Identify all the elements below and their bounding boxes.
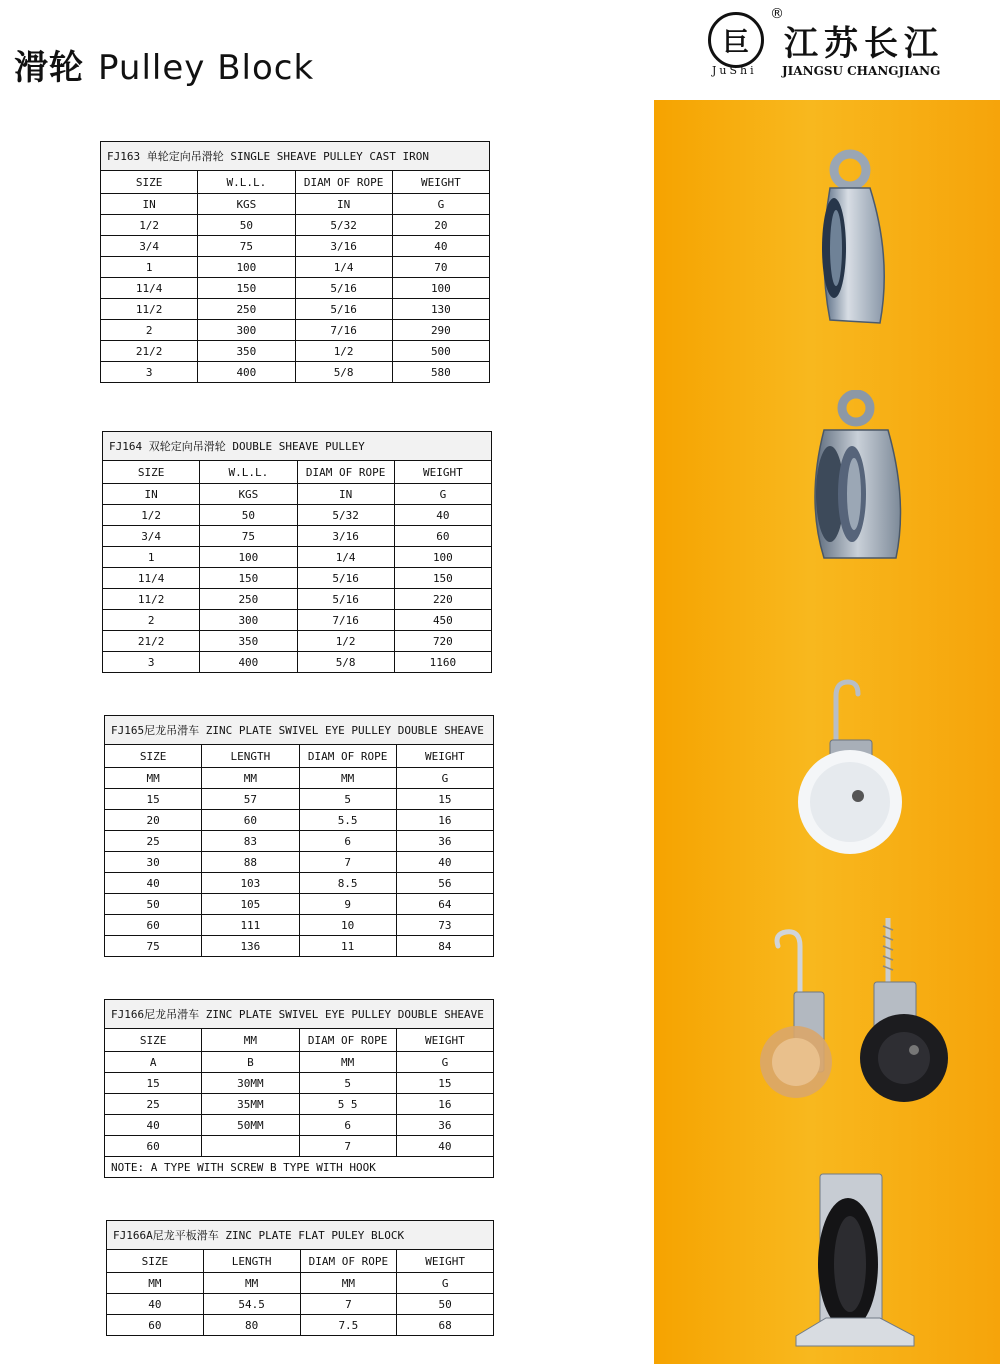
table-cell: 88 <box>202 852 299 873</box>
table-cell: 40 <box>392 236 489 257</box>
table-cell: 300 <box>200 610 297 631</box>
table-cell: 11/4 <box>103 568 200 589</box>
table-cell <box>202 1136 299 1157</box>
spec-table-fj165 <box>104 715 494 957</box>
table-cell: 290 <box>392 320 489 341</box>
table-cell: 250 <box>198 299 295 320</box>
table-cell: 150 <box>394 568 491 589</box>
table-cell: 5 <box>299 789 396 810</box>
table-cell: 130 <box>392 299 489 320</box>
table-cell: 80 <box>203 1315 300 1336</box>
column-header: LENGTH <box>203 1250 300 1273</box>
table-cell: 50MM <box>202 1115 299 1136</box>
table-cell: 11/4 <box>101 278 198 299</box>
table-cell: 350 <box>200 631 297 652</box>
unit-row <box>105 768 494 789</box>
page-title-en: Pulley Block <box>98 48 315 88</box>
table-cell: 150 <box>198 278 295 299</box>
unit-cell: KGS <box>200 484 297 505</box>
table-cell: 40 <box>396 852 493 873</box>
table-cell: 50 <box>397 1294 494 1315</box>
unit-cell: IN <box>101 194 198 215</box>
table-cell: 10 <box>299 915 396 936</box>
table-cell: 6 <box>299 1115 396 1136</box>
table-cell: 8.5 <box>299 873 396 894</box>
table-note: NOTE: A TYPE WITH SCREW B TYPE WITH HOOK <box>105 1157 494 1178</box>
table-cell: 100 <box>198 257 295 278</box>
table-row <box>101 299 490 320</box>
table-row <box>105 1115 494 1136</box>
column-header: SIZE <box>105 745 202 768</box>
page-title-cn: 滑轮 <box>14 48 84 88</box>
table-cell: 15 <box>105 789 202 810</box>
table-cell: 111 <box>202 915 299 936</box>
unit-cell: G <box>394 484 491 505</box>
registered-mark: ® <box>770 6 784 22</box>
table-row <box>101 341 490 362</box>
table-cell: 500 <box>392 341 489 362</box>
table-cell: 30MM <box>202 1073 299 1094</box>
unit-cell: MM <box>203 1273 300 1294</box>
unit-row <box>105 1052 494 1073</box>
table-cell: 100 <box>200 547 297 568</box>
table-cell: 40 <box>107 1294 204 1315</box>
table-cell: 7 <box>299 1136 396 1157</box>
table-row <box>105 936 494 957</box>
table-cell: 103 <box>202 873 299 894</box>
unit-cell: G <box>396 768 493 789</box>
table-cell: 16 <box>396 1094 493 1115</box>
table-cell: 3/16 <box>295 236 392 257</box>
table-row <box>101 257 490 278</box>
table-cell: 75 <box>105 936 202 957</box>
table-cell: 3 <box>103 652 200 673</box>
table-cell: 50 <box>200 505 297 526</box>
table-cell: 60 <box>105 1136 202 1157</box>
table-cell: 15 <box>396 789 493 810</box>
table-caption: FJ164 双轮定向吊滑轮 DOUBLE SHEAVE PULLEY <box>103 432 492 461</box>
table-cell: 1/2 <box>297 631 394 652</box>
table-cell: 35MM <box>202 1094 299 1115</box>
table-cell: 400 <box>198 362 295 383</box>
table-caption: FJ166A尼龙平板滑车 ZINC PLATE FLAT PULEY BLOCK <box>107 1221 494 1250</box>
table-row <box>103 505 492 526</box>
table-row <box>105 1136 494 1157</box>
table-cell: 1 <box>103 547 200 568</box>
unit-cell: G <box>396 1052 493 1073</box>
table-cell: 7 <box>299 852 396 873</box>
column-header: W.L.L. <box>200 461 297 484</box>
table-cell: 5.5 <box>299 810 396 831</box>
table-cell: 73 <box>396 915 493 936</box>
table-cell: 100 <box>392 278 489 299</box>
table-cell: 400 <box>200 652 297 673</box>
table-cell: 36 <box>396 1115 493 1136</box>
table-cell: 20 <box>105 810 202 831</box>
flat-plate-pulley-image <box>790 1168 920 1358</box>
table-row <box>103 547 492 568</box>
hook-and-screw-pulleys-image <box>756 912 956 1112</box>
table-cell: 50 <box>198 215 295 236</box>
table-cell: 1160 <box>394 652 491 673</box>
table-cell: 5/8 <box>297 652 394 673</box>
table-cell: 54.5 <box>203 1294 300 1315</box>
table-cell: 11/2 <box>103 589 200 610</box>
table-row <box>105 1094 494 1115</box>
table-cell: 40 <box>105 873 202 894</box>
table-cell: 1/4 <box>295 257 392 278</box>
table-row <box>107 1315 494 1336</box>
unit-cell: KGS <box>198 194 295 215</box>
table-cell: 300 <box>198 320 295 341</box>
table-cell: 720 <box>394 631 491 652</box>
unit-cell: MM <box>105 768 202 789</box>
table-cell: 5/16 <box>297 589 394 610</box>
table-cell: 40 <box>394 505 491 526</box>
table-row <box>105 915 494 936</box>
table-cell: 580 <box>392 362 489 383</box>
table-caption: FJ165尼龙吊滑车 ZINC PLATE SWIVEL EYE PULLEY DOUBLE SHEAVE <box>105 716 494 745</box>
table-cell: 1/2 <box>295 341 392 362</box>
table-cell: 20 <box>392 215 489 236</box>
table-row <box>101 320 490 341</box>
table-cell: 9 <box>299 894 396 915</box>
table-row <box>103 610 492 631</box>
table-row <box>105 810 494 831</box>
table-cell: 250 <box>200 589 297 610</box>
seal-subtext: JuShi <box>712 64 757 77</box>
table-row <box>101 278 490 299</box>
brand-name-cn: 江苏长江 <box>784 24 944 64</box>
table-caption: FJ163 单轮定向吊滑轮 SINGLE SHEAVE PULLEY CAST IRON <box>101 142 490 171</box>
unit-row <box>103 484 492 505</box>
column-header: SIZE <box>101 171 198 194</box>
table-row <box>103 652 492 673</box>
table-cell: 64 <box>396 894 493 915</box>
table-cell: 60 <box>394 526 491 547</box>
column-header: WEIGHT <box>394 461 491 484</box>
unit-cell: G <box>397 1273 494 1294</box>
spec-table-fj164 <box>102 431 492 673</box>
table-cell: 83 <box>202 831 299 852</box>
table-cell: 21/2 <box>101 341 198 362</box>
unit-cell: IN <box>297 484 394 505</box>
table-cell: 56 <box>396 873 493 894</box>
column-header: W.L.L. <box>198 171 295 194</box>
spec-table-fj166 <box>104 999 494 1178</box>
table-row <box>107 1294 494 1315</box>
table-cell: 2 <box>101 320 198 341</box>
table-cell: 7/16 <box>297 610 394 631</box>
table-cell: 60 <box>202 810 299 831</box>
unit-cell: IN <box>295 194 392 215</box>
column-header: MM <box>202 1029 299 1052</box>
column-header: WEIGHT <box>396 745 493 768</box>
column-header: SIZE <box>107 1250 204 1273</box>
table-cell: 3/4 <box>103 526 200 547</box>
column-header: LENGTH <box>202 745 299 768</box>
table-cell: 3 <box>101 362 198 383</box>
table-cell: 40 <box>396 1136 493 1157</box>
column-header: DIAM OF ROPE <box>299 1029 396 1052</box>
table-cell: 15 <box>396 1073 493 1094</box>
table-cell: 60 <box>107 1315 204 1336</box>
unit-cell: MM <box>202 768 299 789</box>
table-cell: 1/2 <box>101 215 198 236</box>
unit-cell: B <box>202 1052 299 1073</box>
column-header: DIAM OF ROPE <box>297 461 394 484</box>
table-cell: 350 <box>198 341 295 362</box>
table-row <box>103 526 492 547</box>
table-row <box>105 1073 494 1094</box>
table-row <box>101 236 490 257</box>
table-cell: 16 <box>396 810 493 831</box>
table-cell: 1 <box>101 257 198 278</box>
table-cell: 2 <box>103 610 200 631</box>
single-sheave-pulley-image <box>800 148 900 328</box>
table-cell: 5 5 <box>299 1094 396 1115</box>
table-cell: 25 <box>105 1094 202 1115</box>
spec-table-fj166a <box>106 1220 494 1336</box>
seal-icon: 巨 <box>708 12 764 68</box>
unit-row <box>101 194 490 215</box>
table-cell: 136 <box>202 936 299 957</box>
double-sheave-pulley-image <box>800 390 910 570</box>
table-cell: 5/16 <box>295 299 392 320</box>
table-cell: 70 <box>392 257 489 278</box>
column-header: WEIGHT <box>392 171 489 194</box>
table-row <box>101 215 490 236</box>
table-cell: 5/32 <box>295 215 392 236</box>
table-row <box>105 831 494 852</box>
table-cell: 1/4 <box>297 547 394 568</box>
table-cell: 36 <box>396 831 493 852</box>
table-cell: 1/2 <box>103 505 200 526</box>
brand-name-en: JIANGSU CHANGJIANG <box>782 64 941 78</box>
page-title <box>14 40 314 89</box>
table-cell: 6 <box>299 831 396 852</box>
unit-cell: MM <box>299 1052 396 1073</box>
table-cell: 15 <box>105 1073 202 1094</box>
table-cell: 11/2 <box>101 299 198 320</box>
table-cell: 7/16 <box>295 320 392 341</box>
table-cell: 21/2 <box>103 631 200 652</box>
table-cell: 57 <box>202 789 299 810</box>
table-cell: 25 <box>105 831 202 852</box>
unit-cell: A <box>105 1052 202 1073</box>
table-cell: 60 <box>105 915 202 936</box>
column-header: DIAM OF ROPE <box>295 171 392 194</box>
unit-cell: MM <box>300 1273 397 1294</box>
unit-cell: G <box>392 194 489 215</box>
unit-cell: MM <box>299 768 396 789</box>
table-cell: 100 <box>394 547 491 568</box>
table-row <box>103 631 492 652</box>
table-cell: 5/16 <box>297 568 394 589</box>
spec-table-fj163 <box>100 141 490 383</box>
table-cell: 5/32 <box>297 505 394 526</box>
table-cell: 7 <box>300 1294 397 1315</box>
table-cell: 75 <box>200 526 297 547</box>
table-caption: FJ166尼龙吊滑车 ZINC PLATE SWIVEL EYE PULLEY DOUBLE SHEAVE <box>105 1000 494 1029</box>
table-cell: 40 <box>105 1115 202 1136</box>
table-cell: 105 <box>202 894 299 915</box>
table-cell: 220 <box>394 589 491 610</box>
column-header: WEIGHT <box>397 1250 494 1273</box>
table-row <box>105 894 494 915</box>
table-cell: 5/8 <box>295 362 392 383</box>
table-cell: 68 <box>397 1315 494 1336</box>
table-cell: 50 <box>105 894 202 915</box>
column-header: WEIGHT <box>396 1029 493 1052</box>
brand-logo <box>706 6 966 86</box>
unit-row <box>107 1273 494 1294</box>
table-row <box>103 568 492 589</box>
nylon-hook-pulley-image <box>794 676 904 866</box>
unit-cell: MM <box>107 1273 204 1294</box>
table-cell: 11 <box>299 936 396 957</box>
table-cell: 84 <box>396 936 493 957</box>
table-cell: 450 <box>394 610 491 631</box>
column-header: SIZE <box>103 461 200 484</box>
column-header: DIAM OF ROPE <box>300 1250 397 1273</box>
unit-cell: IN <box>103 484 200 505</box>
column-header: DIAM OF ROPE <box>299 745 396 768</box>
table-row <box>105 873 494 894</box>
table-cell: 3/4 <box>101 236 198 257</box>
table-cell: 150 <box>200 568 297 589</box>
table-row <box>105 852 494 873</box>
table-row <box>105 789 494 810</box>
table-cell: 5 <box>299 1073 396 1094</box>
table-cell: 75 <box>198 236 295 257</box>
table-cell: 7.5 <box>300 1315 397 1336</box>
table-row <box>101 362 490 383</box>
table-cell: 3/16 <box>297 526 394 547</box>
column-header: SIZE <box>105 1029 202 1052</box>
table-cell: 5/16 <box>295 278 392 299</box>
table-row <box>103 589 492 610</box>
table-cell: 30 <box>105 852 202 873</box>
